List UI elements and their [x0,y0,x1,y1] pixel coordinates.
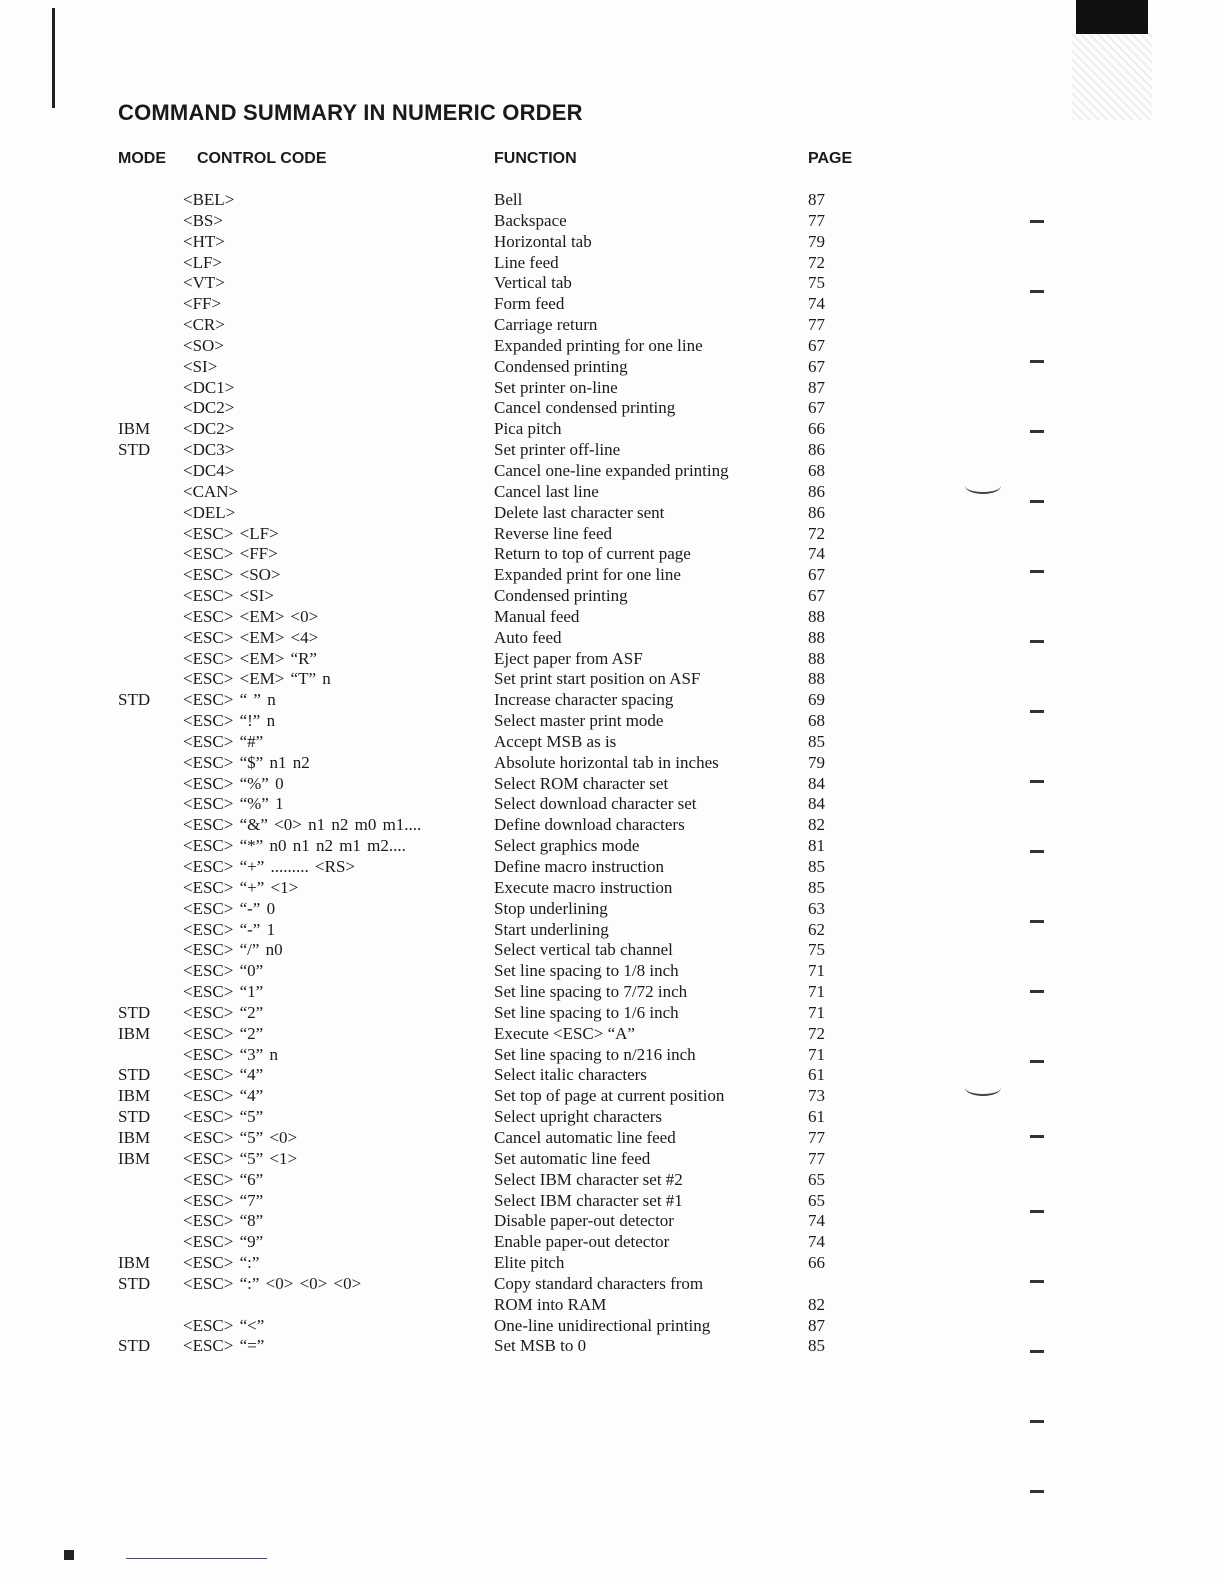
row-control-code: <ESC> “*” n0 n1 n2 m1 m2.... [183,836,406,856]
row-page: 67 [808,356,825,376]
row-control-code: <ESC> “5” <1> [183,1148,298,1168]
table-row [0,503,1000,524]
table-row [0,253,1000,274]
row-control-code: <ESC> “%” 0 [183,773,284,793]
row-page: 88 [808,648,825,668]
row-page: 88 [808,669,825,689]
row-page: 69 [808,690,825,710]
page-title: COMMAND SUMMARY IN NUMERIC ORDER [118,100,583,125]
table-row [0,732,1000,753]
scan-corner-mark [1076,0,1148,34]
table-row [0,294,1000,315]
row-page: 87 [808,1315,825,1335]
table-row [0,315,1000,336]
table-row [0,273,1000,294]
row-mode: STD [118,1107,151,1127]
row-page: 87 [808,377,825,397]
row-function: Expanded print for one line [494,565,681,585]
table-row [0,1274,1000,1295]
row-mode: STD [118,1002,151,1022]
row-control-code: <FF> [183,294,222,314]
table-row [0,899,1000,920]
row-control-code: <VT> [183,273,225,293]
row-control-code: <DC2> [183,398,235,418]
row-page: 66 [808,419,825,439]
row-control-code: <ESC> “4” [183,1065,264,1085]
row-control-code: <ESC> <FF> [183,544,278,564]
margin-mark [1030,1280,1044,1283]
row-control-code: <ESC> “&” <0> n1 n2 m0 m1.... [183,815,422,835]
row-control-code: <BEL> [183,190,235,209]
table-row [0,190,1000,211]
row-function: Vertical tab [494,273,572,293]
table-row [0,419,1000,440]
row-control-code: <ESC> “3” n [183,1044,278,1064]
row-function: Delete last character sent [494,502,665,522]
footer-scan-mark [64,1550,74,1560]
row-function: Set line spacing to 7/72 inch [494,982,688,1002]
table-row [0,336,1000,357]
margin-mark [1030,570,1044,573]
row-control-code: <ESC> “+” ......... <RS> [183,857,355,876]
row-control-code: <ESC> <EM> “T” n [183,669,331,689]
row-function: Select IBM character set #1 [494,1190,683,1210]
table-row [0,565,1000,586]
margin-curve-mark [965,1080,1001,1096]
table-row [0,982,1000,1003]
scan-speckle [1072,30,1152,120]
margin-mark [1030,710,1044,713]
margin-mark [1030,640,1044,643]
row-page: 67 [808,565,825,585]
row-function: Set line spacing to 1/8 inch [494,961,679,981]
row-page: 84 [808,773,825,793]
table-row [0,753,1000,774]
row-page: 81 [808,836,825,856]
row-page: 67 [808,398,825,418]
row-page: 85 [808,731,825,751]
row-page: 71 [808,1002,825,1022]
row-function: ROM into RAM [494,1294,607,1314]
table-row [0,440,1000,461]
row-function: Reverse line feed [494,523,612,543]
row-function: Eject paper from ASF [494,648,643,668]
row-mode: STD [118,690,151,710]
row-control-code: <ESC> “/” n0 [183,940,283,960]
row-page: 86 [808,502,825,522]
row-page: 79 [808,231,825,251]
row-control-code: <CR> [183,315,225,335]
row-control-code: <ESC> “=” [183,1336,265,1356]
margin-mark [1030,1060,1044,1063]
row-function: Return to top of current page [494,544,691,564]
table-row [0,1336,1000,1357]
row-control-code: <ESC> “8” [183,1211,264,1231]
margin-curve-mark [965,478,1001,494]
row-mode: IBM [118,1023,151,1043]
row-control-code: <ESC> “2” [183,1002,264,1022]
row-control-code: <ESC> <EM> <0> [183,606,319,626]
row-page: 74 [808,544,825,564]
row-page: 71 [808,982,825,1002]
row-control-code: <ESC> “:” <0> <0> <0> [183,1273,362,1293]
row-function: Condensed printing [494,356,628,376]
row-function: Execute macro instruction [494,877,673,897]
table-row [0,940,1000,961]
row-page: 77 [808,1127,825,1147]
table-row [0,398,1000,419]
row-page: 73 [808,1086,825,1106]
row-page: 85 [808,857,825,876]
row-page: 84 [808,794,825,814]
row-control-code: <SI> [183,356,218,376]
row-control-code: <ESC> “$” n1 n2 [183,752,310,772]
row-page: 77 [808,1148,825,1168]
table-row [0,711,1000,732]
row-function: Increase character spacing [494,690,674,710]
margin-mark [1030,360,1044,363]
margin-mark [1030,220,1044,223]
margin-mark [1030,990,1044,993]
row-mode: STD [118,1336,151,1356]
margin-mark [1030,780,1044,783]
row-control-code: <ESC> “7” [183,1190,264,1210]
margin-mark [1030,850,1044,853]
page-edge-line [52,8,55,108]
command-table [0,190,1000,1357]
row-page: 77 [808,315,825,335]
header-mode: MODE [118,150,166,167]
header-control-code: CONTROL CODE [197,150,327,167]
table-row [0,1024,1000,1045]
table-row [0,1232,1000,1253]
row-function: Execute <ESC> “A” [494,1023,635,1043]
margin-mark [1030,1350,1044,1353]
margin-mark [1030,1490,1044,1493]
row-page: 68 [808,460,825,480]
table-row [0,1045,1000,1066]
row-page: 72 [808,523,825,543]
row-function: Select vertical tab channel [494,940,673,960]
margin-mark [1030,290,1044,293]
row-page: 75 [808,940,825,960]
row-function: Cancel one-line expanded printing [494,460,729,480]
row-function: Form feed [494,294,565,314]
table-row [0,690,1000,711]
row-function: Define macro instruction [494,857,664,876]
table-row [0,1086,1000,1107]
row-mode: IBM [118,1127,151,1147]
row-control-code: <ESC> “4” [183,1086,264,1106]
row-page: 71 [808,961,825,981]
row-control-code: <ESC> “9” [183,1232,264,1252]
row-function: Set printer on-line [494,377,618,397]
table-row [0,628,1000,649]
row-function: Disable paper-out detector [494,1211,674,1231]
row-control-code: <ESC> “%” 1 [183,794,284,814]
row-control-code: <DC3> [183,440,235,460]
margin-mark [1030,1420,1044,1423]
row-mode: IBM [118,1253,151,1273]
row-function: Set printer off-line [494,440,621,460]
table-row [0,586,1000,607]
row-page: 74 [808,294,825,314]
header-function: FUNCTION [494,150,577,167]
table-row [0,1316,1000,1337]
row-function: Select ROM character set [494,773,669,793]
row-page: 85 [808,1336,825,1356]
row-page: 61 [808,1107,825,1127]
row-control-code: <ESC> “6” [183,1169,264,1189]
row-page: 82 [808,815,825,835]
row-function: Select download character set [494,794,697,814]
row-mode: IBM [118,1148,151,1168]
row-control-code: <ESC> “2” [183,1023,264,1043]
row-control-code: <ESC> <LF> [183,523,279,543]
row-page: 87 [808,190,825,209]
row-page: 72 [808,1023,825,1043]
footer-rule [126,1558,267,1559]
row-control-code: <CAN> [183,481,239,501]
row-control-code: <DEL> [183,502,236,522]
margin-mark [1030,1210,1044,1213]
row-function: Condensed printing [494,586,628,606]
row-mode: IBM [118,419,151,439]
row-page: 65 [808,1190,825,1210]
row-page: 68 [808,711,825,731]
row-page: 65 [808,1169,825,1189]
table-row [0,1170,1000,1191]
row-function: Manual feed [494,606,580,626]
row-control-code: <ESC> <SI> [183,586,274,606]
row-control-code: <ESC> “:” [183,1253,260,1273]
table-row [0,482,1000,503]
table-row [0,211,1000,232]
row-control-code: <ESC> “+” <1> [183,877,299,897]
row-control-code: <ESC> “!” n [183,711,276,731]
row-page: 67 [808,335,825,355]
row-function: Set line spacing to n/216 inch [494,1044,696,1064]
row-mode: STD [118,440,151,460]
row-page: 72 [808,252,825,272]
row-function: Cancel condensed printing [494,398,676,418]
row-page: 85 [808,877,825,897]
row-function: Select graphics mode [494,836,640,856]
row-function: Backspace [494,210,567,230]
table-row [0,357,1000,378]
row-control-code: <ESC> “ ” n [183,690,276,710]
table-row [0,1065,1000,1086]
row-function: Copy standard characters from [494,1273,704,1293]
row-mode: IBM [118,1086,151,1106]
table-row [0,1107,1000,1128]
row-control-code: <ESC> “1” [183,982,264,1002]
row-control-code: <ESC> <EM> “R” [183,648,317,668]
row-function: Set MSB to 0 [494,1336,587,1356]
row-page: 74 [808,1211,825,1231]
table-row [0,461,1000,482]
row-control-code: <SO> [183,335,224,355]
row-control-code: <DC2> [183,419,235,439]
row-page: 88 [808,606,825,626]
row-function: Absolute horizontal tab in inches [494,752,719,772]
row-control-code: <ESC> “<” [183,1315,265,1335]
row-function: Horizontal tab [494,231,592,251]
binding-margin-marks [1030,150,1060,1500]
row-function: Define download characters [494,815,685,835]
margin-mark [1030,920,1044,923]
row-function: Set top of page at current position [494,1086,725,1106]
table-row [0,1253,1000,1274]
row-control-code: <ESC> “5” <0> [183,1127,298,1147]
row-function: Elite pitch [494,1253,565,1273]
header-page: PAGE [808,150,853,167]
row-page: 86 [808,440,825,460]
table-row [0,1191,1000,1212]
row-function: Select upright characters [494,1107,663,1127]
row-control-code: <ESC> “0” [183,961,264,981]
row-page: 75 [808,273,825,293]
table-row [0,607,1000,628]
table-row [0,1211,1000,1232]
row-page: 63 [808,898,825,918]
row-page: 62 [808,919,825,939]
table-row [0,669,1000,690]
row-page: 77 [808,210,825,230]
table-row [0,961,1000,982]
row-control-code: <ESC> “#” [183,731,264,751]
row-function: Set print start position on ASF [494,669,701,689]
row-function: Select master print mode [494,711,664,731]
margin-mark [1030,430,1044,433]
table-row [0,544,1000,565]
row-control-code: <DC1> [183,377,235,397]
table-row [0,794,1000,815]
row-function: One-line unidirectional printing [494,1315,711,1335]
row-control-code: <ESC> <EM> <4> [183,627,319,647]
row-page: 82 [808,1294,825,1314]
table-row [0,378,1000,399]
row-function: Bell [494,190,523,209]
table-row [0,774,1000,795]
row-control-code: <ESC> “5” [183,1107,264,1127]
row-function: Carriage return [494,315,598,335]
row-function: Line feed [494,252,559,272]
row-function: Set line spacing to 1/6 inch [494,1002,679,1022]
table-row [0,1003,1000,1024]
table-row [0,524,1000,545]
row-mode: STD [118,1273,151,1293]
row-function: Auto feed [494,627,562,647]
table-row [0,1149,1000,1170]
row-page: 86 [808,481,825,501]
margin-mark [1030,500,1044,503]
table-row [0,649,1000,670]
row-control-code: <HT> [183,231,225,251]
row-page: 88 [808,627,825,647]
row-control-code: <ESC> <SO> [183,565,281,585]
row-function: Accept MSB as is [494,731,617,751]
row-function: Cancel last line [494,481,599,501]
row-control-code: <BS> [183,210,223,230]
table-row [0,878,1000,899]
table-row [0,1295,1000,1316]
row-page: 61 [808,1065,825,1085]
row-function: Select italic characters [494,1065,647,1085]
row-page: 71 [808,1044,825,1064]
row-function: Enable paper-out detector [494,1232,670,1252]
table-row [0,857,1000,878]
table-row [0,1128,1000,1149]
row-page: 74 [808,1232,825,1252]
row-control-code: <ESC> “-” 1 [183,919,276,939]
table-row [0,920,1000,941]
row-function: Start underlining [494,919,609,939]
row-control-code: <ESC> “-” 0 [183,898,276,918]
row-page: 79 [808,752,825,772]
row-function: Set automatic line feed [494,1148,651,1168]
row-page: 67 [808,586,825,606]
table-header [0,150,1000,170]
row-control-code: <LF> [183,252,223,272]
table-row [0,836,1000,857]
row-function: Expanded printing for one line [494,335,703,355]
row-function: Stop underlining [494,898,608,918]
row-function: Cancel automatic line feed [494,1127,676,1147]
row-function: Pica pitch [494,419,562,439]
row-control-code: <DC4> [183,460,235,480]
margin-mark [1030,1135,1044,1138]
table-row [0,815,1000,836]
row-mode: STD [118,1065,151,1085]
table-row [0,232,1000,253]
row-page: 66 [808,1253,825,1273]
row-function: Select IBM character set #2 [494,1169,683,1189]
